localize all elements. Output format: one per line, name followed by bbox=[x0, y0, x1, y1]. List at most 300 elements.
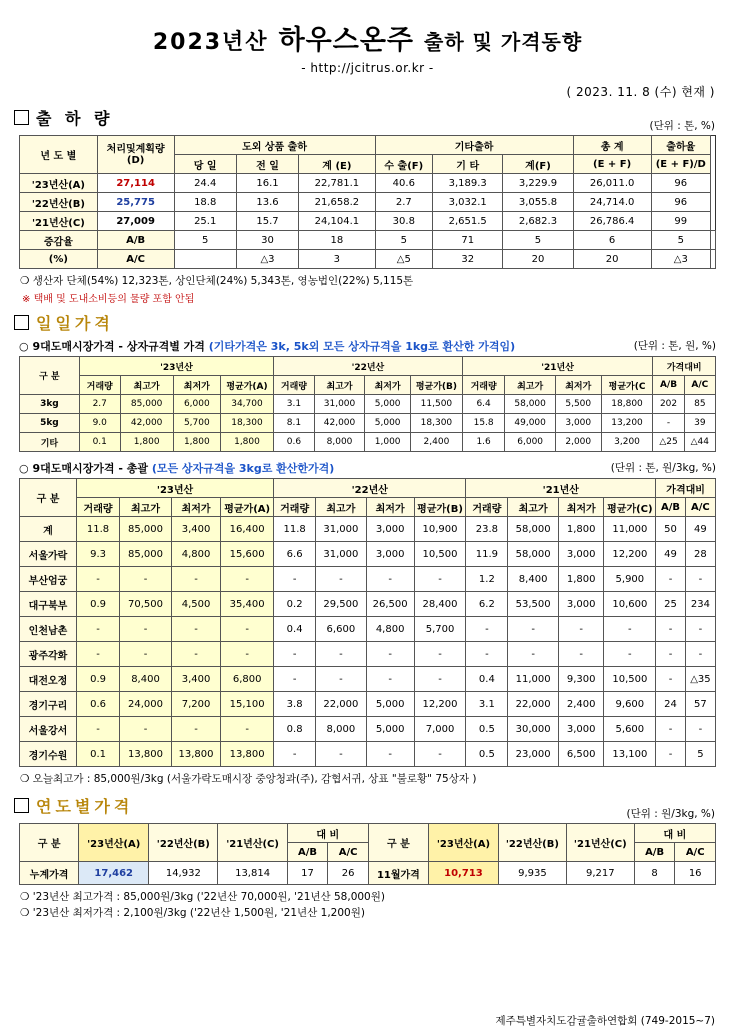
th-avg-a: 평균가(A) bbox=[221, 498, 274, 517]
row-label: 서울가락 bbox=[20, 542, 77, 567]
cell: 3,400 bbox=[171, 517, 220, 542]
th-group-2021: '21년산 bbox=[466, 479, 656, 498]
table-row bbox=[20, 692, 716, 717]
th-group-other: 기타출하 bbox=[375, 136, 573, 155]
th-yesterday: 전 일 bbox=[236, 155, 298, 174]
th-ac: A/C bbox=[684, 376, 715, 395]
th-avg-c: 평균가(C bbox=[601, 376, 653, 395]
cell: - bbox=[316, 642, 367, 667]
cell: - bbox=[76, 617, 119, 642]
cell: 1,800 bbox=[558, 517, 604, 542]
cell: 11,000 bbox=[604, 517, 656, 542]
th-division-left: 구 분 bbox=[20, 824, 79, 862]
cell: 15.8 bbox=[462, 414, 505, 433]
cell: 5,000 bbox=[365, 414, 411, 433]
cell: 13,800 bbox=[221, 742, 274, 767]
cell-ac: - bbox=[685, 642, 715, 667]
cell-ac: 234 bbox=[685, 592, 715, 617]
cell: 28,400 bbox=[414, 592, 466, 617]
cell: 7,200 bbox=[171, 692, 220, 717]
cell: 6,500 bbox=[558, 742, 604, 767]
row-label: 경기구리 bbox=[20, 692, 77, 717]
cell-ac: - bbox=[685, 717, 715, 742]
shipment-table bbox=[19, 135, 716, 269]
cell: 6.4 bbox=[462, 395, 505, 414]
cell-etc: 3,032.1 bbox=[433, 193, 503, 212]
cell: 15,100 bbox=[221, 692, 274, 717]
cell: - bbox=[558, 642, 604, 667]
th-ac: A/C bbox=[685, 498, 715, 517]
table-header-row bbox=[20, 824, 716, 843]
cell: - bbox=[604, 642, 656, 667]
row-label: '23년산(A) bbox=[20, 174, 98, 193]
cell: 35,400 bbox=[221, 592, 274, 617]
cell: 49,000 bbox=[505, 414, 555, 433]
cell: - bbox=[76, 717, 119, 742]
th-2021-right: '21년산(C) bbox=[566, 824, 634, 862]
cell-plan: 27,114 bbox=[97, 174, 174, 193]
cell: 5,000 bbox=[365, 395, 411, 414]
cell-ac: 49 bbox=[685, 517, 715, 542]
cell-today: 25.1 bbox=[174, 212, 236, 231]
th-etc: 기 타 bbox=[433, 155, 503, 174]
cell: 0.8 bbox=[274, 717, 316, 742]
cell-ab: - bbox=[656, 742, 686, 767]
th-plan: 처리및계획량 (D) bbox=[97, 136, 174, 174]
cell: - bbox=[171, 617, 220, 642]
th-volume-22: 거래량 bbox=[274, 376, 315, 395]
cell: - bbox=[366, 567, 414, 592]
cell-total: △3 bbox=[651, 250, 710, 269]
sub1-unit: (단위 : 톤, 원, %) bbox=[633, 340, 716, 352]
th-high-23: 최고가 bbox=[120, 498, 172, 517]
cell-export: 32 bbox=[433, 250, 503, 269]
cell-export: 30.8 bbox=[375, 212, 433, 231]
cell: 3.1 bbox=[274, 395, 315, 414]
cell: 85,000 bbox=[120, 517, 172, 542]
cell: 5,000 bbox=[366, 717, 414, 742]
cell-rate: 99 bbox=[651, 212, 710, 231]
th-volume-21: 거래량 bbox=[466, 498, 508, 517]
square-icon bbox=[14, 110, 29, 125]
cell: - bbox=[76, 567, 119, 592]
cell: 0.5 bbox=[466, 742, 508, 767]
cell: 11,500 bbox=[411, 395, 463, 414]
table-row bbox=[20, 617, 716, 642]
cell-2022-november: 9,935 bbox=[498, 862, 566, 885]
cell: - bbox=[316, 742, 367, 767]
table-row bbox=[20, 433, 716, 452]
section2-title: 일일가격 bbox=[36, 314, 114, 333]
cell: 53,500 bbox=[508, 592, 559, 617]
cell-ab: 24 bbox=[656, 692, 686, 717]
th-year: 년 도 별 bbox=[20, 136, 98, 174]
cell-total: 24,714.0 bbox=[573, 193, 651, 212]
note-text: '23년산 최저가격 : 2,100원/3kg ('22년산 1,500원, '21년산 1,200원) bbox=[32, 906, 365, 919]
cell-sum-e: 5 bbox=[375, 231, 433, 250]
cell: 8,400 bbox=[508, 567, 559, 592]
note-min-price bbox=[20, 906, 735, 922]
cell: 6,800 bbox=[221, 667, 274, 692]
th-division: 구 분 bbox=[20, 357, 80, 395]
row-label: 3kg bbox=[20, 395, 80, 414]
cell: - bbox=[466, 642, 508, 667]
section1-unit: (단위 : 톤, %) bbox=[649, 120, 715, 132]
th-avg-b: 평균가(B) bbox=[411, 376, 463, 395]
cell: - bbox=[221, 642, 274, 667]
cell: 22,000 bbox=[316, 692, 367, 717]
cell-yesterday: 13.6 bbox=[236, 193, 298, 212]
bullet-icon: ○ bbox=[19, 340, 29, 353]
sub1-title-note: (기타가격은 3k, 5k외 모든 상자규격을 1kg로 환산한 가격임) bbox=[208, 340, 516, 353]
cell-yesterday: 15.7 bbox=[236, 212, 298, 231]
cell: 11.9 bbox=[466, 542, 508, 567]
th-high-23: 최고가 bbox=[120, 376, 173, 395]
cell: 0.9 bbox=[76, 667, 119, 692]
cell: 10,900 bbox=[414, 517, 466, 542]
row-label: 기타 bbox=[20, 433, 80, 452]
cell: - bbox=[274, 742, 316, 767]
cell-ac: 57 bbox=[685, 692, 715, 717]
cell: - bbox=[274, 567, 316, 592]
cell: 2,400 bbox=[558, 692, 604, 717]
cell-2022-cumulative: 14,932 bbox=[149, 862, 218, 885]
th-compare-right: 대 비 bbox=[634, 824, 715, 843]
cell: 85,000 bbox=[120, 542, 172, 567]
as-of-date: ( 2023. 11. 8 (수) 현재 ) bbox=[566, 85, 715, 99]
cell-ab: - bbox=[656, 717, 686, 742]
cell: 9.0 bbox=[79, 414, 120, 433]
cell: - bbox=[414, 642, 466, 667]
cell-ac-cumulative: 26 bbox=[328, 862, 369, 885]
cell: 58,000 bbox=[508, 542, 559, 567]
cell-etc: 5 bbox=[503, 231, 573, 250]
cell: - bbox=[171, 642, 220, 667]
cell-ab: △25 bbox=[653, 433, 684, 452]
cell: - bbox=[221, 717, 274, 742]
th-group-2023: '23년산 bbox=[76, 479, 273, 498]
table-header-row bbox=[20, 136, 716, 155]
cell-plan: 5 bbox=[174, 231, 236, 250]
th-2023-left: '23년산(A) bbox=[79, 824, 149, 862]
bullet-icon: ○ bbox=[19, 462, 29, 475]
cell: 4,500 bbox=[171, 592, 220, 617]
cell: 42,000 bbox=[314, 414, 364, 433]
th-sum-e: 계 (E) bbox=[299, 155, 375, 174]
th-volume-23: 거래량 bbox=[76, 498, 119, 517]
th-group-2022: '22년산 bbox=[274, 479, 466, 498]
th-group-2021: '21년산 bbox=[462, 357, 653, 376]
row-label: A/C bbox=[97, 250, 174, 269]
cell-ac: △44 bbox=[684, 433, 715, 452]
cell-ab: - bbox=[656, 642, 686, 667]
cell: 5,700 bbox=[173, 414, 220, 433]
site-url: - http://jcitrus.or.kr - bbox=[301, 61, 434, 75]
cell: 29,500 bbox=[316, 592, 367, 617]
th-volume-22: 거래량 bbox=[274, 498, 316, 517]
cell: 30,000 bbox=[508, 717, 559, 742]
cell: 10,600 bbox=[604, 592, 656, 617]
row-label: 부산엄궁 bbox=[20, 567, 77, 592]
cell-ac: 85 bbox=[684, 395, 715, 414]
cell-ab: 49 bbox=[656, 542, 686, 567]
cell: 12,200 bbox=[604, 542, 656, 567]
asterisk-icon: ※ bbox=[22, 294, 31, 305]
cell: 1,800 bbox=[558, 567, 604, 592]
cell-plan bbox=[174, 250, 236, 269]
title-year: 2023년산 bbox=[152, 30, 269, 55]
cell: 0.1 bbox=[79, 433, 120, 452]
th-ab-left: A/B bbox=[287, 843, 328, 862]
cell: 0.6 bbox=[76, 692, 119, 717]
square-icon bbox=[14, 798, 29, 813]
cell-ac: - bbox=[685, 617, 715, 642]
row-label: 서울강서 bbox=[20, 717, 77, 742]
cell: 3,000 bbox=[558, 542, 604, 567]
table-row bbox=[20, 717, 716, 742]
note-text: '23년산 최고가격 : 85,000원/3kg ('22년산 70,000원, '21년산 58,000원) bbox=[32, 891, 385, 903]
cell: 9,300 bbox=[558, 667, 604, 692]
table-row bbox=[20, 193, 716, 212]
sub2-title-note: (모든 상자규격을 3kg로 환산한가격) bbox=[151, 462, 335, 475]
cell: 6.6 bbox=[274, 542, 316, 567]
th-high-22: 최고가 bbox=[314, 376, 364, 395]
cell: 3,000 bbox=[366, 542, 414, 567]
cell: 11.8 bbox=[274, 517, 316, 542]
cell: 8,400 bbox=[120, 667, 172, 692]
th-2022-left: '22년산(B) bbox=[149, 824, 218, 862]
cell: - bbox=[366, 742, 414, 767]
th-high-22: 최고가 bbox=[316, 498, 367, 517]
cell: 24,000 bbox=[120, 692, 172, 717]
bullet-icon: ❍ bbox=[20, 773, 30, 785]
cell: 1.2 bbox=[466, 567, 508, 592]
cell-2021-november: 9,217 bbox=[566, 862, 634, 885]
th-rate: 출하율 bbox=[651, 136, 710, 155]
document-title bbox=[0, 18, 735, 57]
sub2-unit: (단위 : 톤, 원/3kg, %) bbox=[610, 462, 716, 474]
cell-today: 30 bbox=[236, 231, 298, 250]
row-label: 계 bbox=[20, 517, 77, 542]
row-label: A/B bbox=[97, 231, 174, 250]
th-volume-21: 거래량 bbox=[462, 376, 505, 395]
cell: 10,500 bbox=[604, 667, 656, 692]
note-text: 택배 및 도내소비등의 물량 포함 안됨 bbox=[33, 294, 195, 305]
note-today-high bbox=[20, 771, 735, 786]
cell: - bbox=[508, 642, 559, 667]
table-row bbox=[20, 231, 716, 250]
cell-total: 26,786.4 bbox=[573, 212, 651, 231]
table-header-row bbox=[20, 479, 716, 498]
section1-title: 출 하 량 bbox=[36, 109, 114, 128]
cell-plan: 27,009 bbox=[97, 212, 174, 231]
cell: - bbox=[171, 717, 220, 742]
table-row bbox=[20, 395, 716, 414]
cell: 18,300 bbox=[411, 414, 463, 433]
cell: 31,000 bbox=[316, 517, 367, 542]
cell-ac: 5 bbox=[685, 742, 715, 767]
footer-notes bbox=[20, 890, 735, 922]
bullet-icon: ❍ bbox=[20, 891, 30, 903]
cell: 23,000 bbox=[508, 742, 559, 767]
cell: - bbox=[414, 567, 466, 592]
table-subheader-row bbox=[20, 498, 716, 517]
th-low-22: 최저가 bbox=[365, 376, 411, 395]
cell-sum-f: 20 bbox=[573, 250, 651, 269]
cell-sum-f: 3,229.9 bbox=[503, 174, 573, 193]
cell: 4,800 bbox=[171, 542, 220, 567]
cell: 6,000 bbox=[173, 395, 220, 414]
cell: 1,800 bbox=[120, 433, 173, 452]
note-producer bbox=[20, 273, 735, 288]
cell: 11,000 bbox=[508, 667, 559, 692]
row-label: 광주각화 bbox=[20, 642, 77, 667]
cell-ac: △35 bbox=[685, 667, 715, 692]
cell: 6,600 bbox=[316, 617, 367, 642]
cell: 1,800 bbox=[220, 433, 273, 452]
th-group-outside: 도외 상품 출하 bbox=[174, 136, 375, 155]
th-2021-left: '21년산(C) bbox=[218, 824, 287, 862]
cell: 5,500 bbox=[555, 395, 601, 414]
cell: 13,800 bbox=[171, 742, 220, 767]
row-label-november: 11월가격 bbox=[368, 862, 428, 885]
cell: - bbox=[316, 567, 367, 592]
cell-sum-f: 6 bbox=[573, 231, 651, 250]
cell: 4,800 bbox=[366, 617, 414, 642]
note-text: 오늘최고가 : 85,000원/3kg (서울가락도매시장 중앙청과(주), 감협서귀, 상표 "불로황" 75상자 ) bbox=[32, 773, 477, 785]
cell-etc: 2,651.5 bbox=[433, 212, 503, 231]
sub1-title: 9대도매시장가격 - 상자규격별 가격 bbox=[32, 340, 205, 353]
th-group-2022: '22년산 bbox=[274, 357, 463, 376]
table-row bbox=[20, 567, 716, 592]
th-group-2023: '23년산 bbox=[79, 357, 273, 376]
th-low-21: 최저가 bbox=[555, 376, 601, 395]
cell-export: 71 bbox=[433, 231, 503, 250]
cell-export: 40.6 bbox=[375, 174, 433, 193]
cell: 3,400 bbox=[171, 667, 220, 692]
cell: 9,600 bbox=[604, 692, 656, 717]
th-today: 당 일 bbox=[174, 155, 236, 174]
cell: 5,600 bbox=[604, 717, 656, 742]
section3-unit: (단위 : 원/3kg, %) bbox=[626, 808, 715, 820]
th-avg-c: 평균가(C) bbox=[604, 498, 656, 517]
cell: 85,000 bbox=[120, 395, 173, 414]
table-row bbox=[20, 642, 716, 667]
cell: - bbox=[274, 667, 316, 692]
cell-rate bbox=[711, 231, 716, 250]
cell: - bbox=[76, 642, 119, 667]
th-sum-f: 계(F) bbox=[503, 155, 573, 174]
cell-sum-f: 2,682.3 bbox=[503, 212, 573, 231]
th-high-21: 최고가 bbox=[508, 498, 559, 517]
table-row bbox=[20, 174, 716, 193]
sub1-heading bbox=[19, 338, 716, 354]
table-header-row bbox=[20, 357, 716, 376]
th-ac-left: A/C bbox=[328, 843, 369, 862]
cell-2021-cumulative: 13,814 bbox=[218, 862, 287, 885]
table-row bbox=[20, 414, 716, 433]
th-ab: A/B bbox=[656, 498, 686, 517]
th-low-23: 최저가 bbox=[171, 498, 220, 517]
cell-ab: - bbox=[656, 617, 686, 642]
cell: 42,000 bbox=[120, 414, 173, 433]
cell-today: 18.8 bbox=[174, 193, 236, 212]
cell-ab: - bbox=[653, 414, 684, 433]
cell: 34,700 bbox=[220, 395, 273, 414]
cell: - bbox=[316, 667, 367, 692]
cell: 10,500 bbox=[414, 542, 466, 567]
cell: 18,800 bbox=[601, 395, 653, 414]
cell: - bbox=[366, 667, 414, 692]
row-prefix: 증감율 bbox=[20, 231, 98, 250]
row-label: '21년산(C) bbox=[20, 212, 98, 231]
cell: 8.1 bbox=[274, 414, 315, 433]
row-label: '22년산(B) bbox=[20, 193, 98, 212]
cell: 70,500 bbox=[120, 592, 172, 617]
note-delivery bbox=[22, 290, 735, 305]
footer-org: 제주특별자치도감귤출하연합회 (749-2015~7) bbox=[495, 1015, 715, 1027]
cell: - bbox=[604, 617, 656, 642]
cell-yesterday: 3 bbox=[299, 250, 375, 269]
cell-yesterday: 16.1 bbox=[236, 174, 298, 193]
th-compare-left: 대 비 bbox=[287, 824, 368, 843]
cell: - bbox=[120, 617, 172, 642]
th-division: 구 분 bbox=[20, 479, 77, 517]
cell: 15,600 bbox=[221, 542, 274, 567]
row-label: 대구북부 bbox=[20, 592, 77, 617]
note-max-price bbox=[20, 890, 735, 906]
cell: 58,000 bbox=[505, 395, 555, 414]
cell: 3,000 bbox=[555, 414, 601, 433]
th-low-22: 최저가 bbox=[366, 498, 414, 517]
cell-ab-november: 8 bbox=[634, 862, 675, 885]
th-ab: A/B bbox=[653, 376, 684, 395]
cell: 31,000 bbox=[314, 395, 364, 414]
cell: - bbox=[120, 642, 172, 667]
cell-rate: 96 bbox=[651, 193, 710, 212]
cell: 8,000 bbox=[314, 433, 364, 452]
cell-ab-cumulative: 17 bbox=[287, 862, 328, 885]
cell: 3.8 bbox=[274, 692, 316, 717]
cell-total: 5 bbox=[651, 231, 710, 250]
cell: 13,100 bbox=[604, 742, 656, 767]
cell: 0.5 bbox=[466, 717, 508, 742]
cell: 11.8 bbox=[76, 517, 119, 542]
th-total: 총 계 bbox=[573, 136, 651, 155]
cell: 16,400 bbox=[221, 517, 274, 542]
cell: 0.4 bbox=[466, 667, 508, 692]
table-row bbox=[20, 592, 716, 617]
cell: - bbox=[414, 742, 466, 767]
th-ac-right: A/C bbox=[675, 843, 716, 862]
cell: - bbox=[221, 617, 274, 642]
sub2-heading bbox=[19, 460, 716, 476]
cell-total: 26,011.0 bbox=[573, 174, 651, 193]
cell: - bbox=[171, 567, 220, 592]
cell: 7,000 bbox=[414, 717, 466, 742]
bullet-icon: ❍ bbox=[20, 275, 30, 287]
cell: 3,000 bbox=[558, 592, 604, 617]
cell: 3,000 bbox=[558, 717, 604, 742]
th-high-21: 최고가 bbox=[505, 376, 555, 395]
cell: 5,700 bbox=[414, 617, 466, 642]
th-volume-23: 거래량 bbox=[79, 376, 120, 395]
size-price-table bbox=[19, 356, 716, 452]
cell: 13,200 bbox=[601, 414, 653, 433]
th-rate-formula: (E + F)/D bbox=[651, 155, 710, 174]
cell: - bbox=[120, 567, 172, 592]
cell: 1,800 bbox=[173, 433, 220, 452]
